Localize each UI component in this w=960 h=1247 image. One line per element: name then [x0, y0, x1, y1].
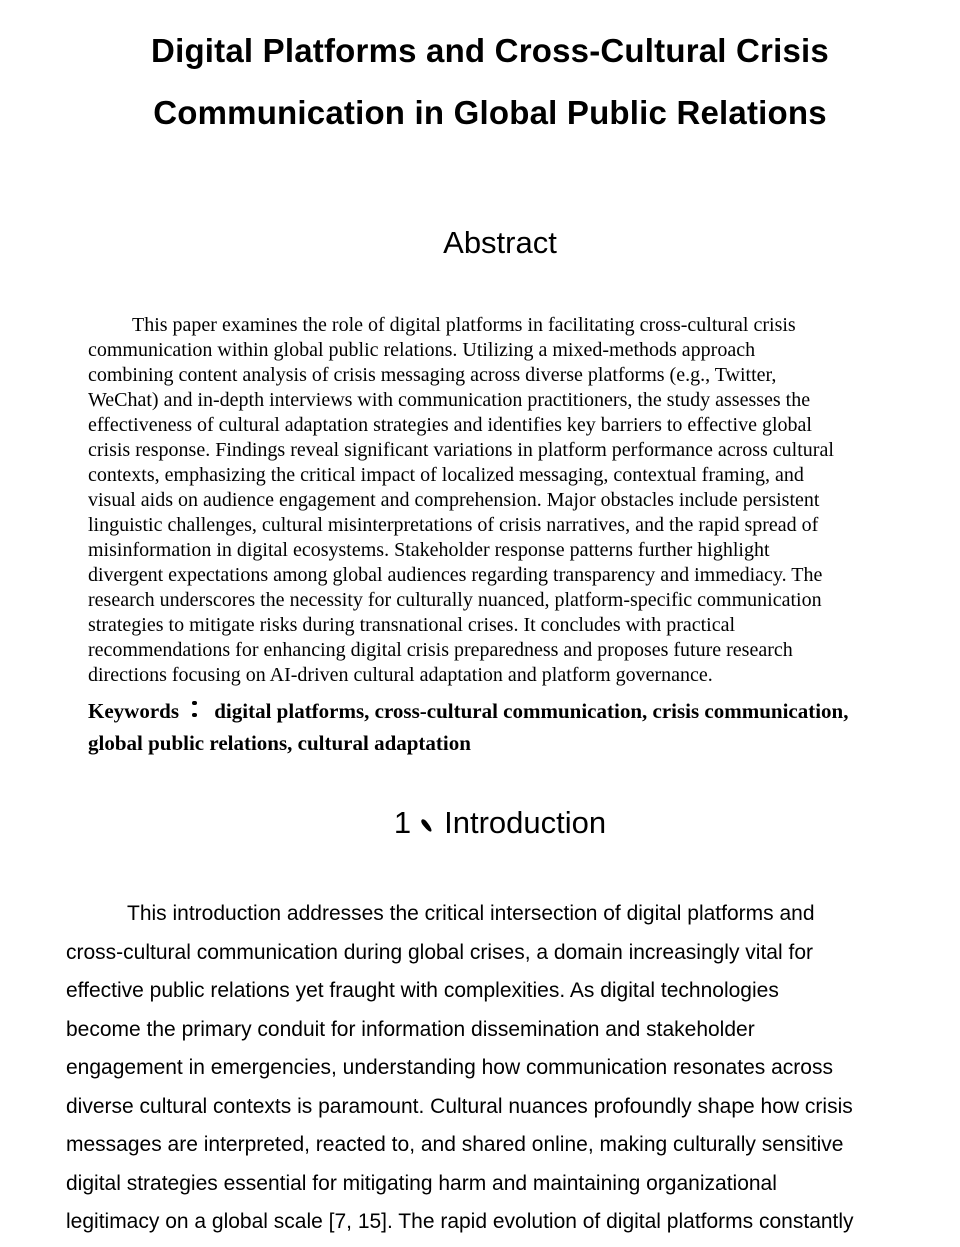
fullwidth-colon [179, 700, 209, 720]
keywords-line-1 [88, 695, 935, 727]
introduction-heading-label: Introduction [444, 805, 607, 840]
abstract-heading: Abstract [443, 225, 557, 260]
text-line: This paper examines the role of digital platforms in facilitating cross-cultural crisis [132, 314, 796, 336]
text-line: visual aids on audience engagement and comprehension. Major obstacles include persistent [88, 489, 820, 511]
text-line: Communication in Global Public Relations [153, 94, 827, 131]
keywords-block [88, 695, 935, 759]
text-line: contexts, emphasizing the critical impact of localized messaging, contextual framing, and [88, 464, 804, 486]
text-line: linguistic challenges, cultural misinterpretations of crisis narratives, and the rapid spread of [88, 514, 819, 536]
abstract-paragraph [88, 313, 935, 688]
text-line: This introduction addresses the critical intersection of digital platforms and [127, 902, 815, 925]
keywords-text: digital platforms, cross-cultural communication, crisis communication, [209, 699, 849, 723]
introduction-heading-number: 1 [393, 805, 412, 840]
text-line: effectiveness of cultural adaptation strategies and identifies key barriers to effective global [88, 414, 812, 436]
text-line: divergent expectations among global audiences regarding transparency and immediacy. The [88, 564, 823, 586]
text-line: Digital Platforms and Cross-Cultural Crisis [151, 32, 829, 69]
introduction-paragraph [66, 895, 920, 1242]
text-line: messages are interpreted, reacted to, and shared online, making culturally sensitive [66, 1133, 844, 1156]
text-line: cross-cultural communication during global crises, a domain increasingly vital for [66, 940, 813, 964]
text-line: directions focusing on AI-driven cultural adaptation and platform governance. [88, 664, 713, 686]
text-line: become the primary conduit for information dissemination and stakeholder [66, 1017, 755, 1041]
introduction-heading [40, 801, 960, 845]
text-line: crisis response. Findings reveal significant variations in platform performance across cultural [88, 439, 834, 461]
text-line: research underscores the necessity for culturally nuanced, platform-specific communication [88, 589, 822, 611]
keywords-label: Keywords [88, 699, 179, 723]
text-line: recommendations for enhancing digital crisis preparedness and proposes future research [88, 639, 793, 661]
text-line: strategies to mitigate risks during transnational crises. It concludes with practical [88, 614, 736, 636]
paper-title [20, 20, 960, 144]
text-line: engagement in emergencies, understanding how communication resonates across [66, 1056, 833, 1079]
text-line: communication within global public relations. Utilizing a mixed-methods approach [88, 339, 756, 361]
text-line: effective public relations yet fraught with complexities. As digital technologies [66, 979, 779, 1002]
text-line: digital strategies essential for mitigating harm and maintaining organizational [66, 1171, 777, 1195]
text-line: combining content analysis of crisis messaging across diverse platforms (e.g., Twitter, [88, 364, 777, 386]
keywords-line-2: global public relations, cultural adaptation [88, 731, 471, 755]
text-line: legitimacy on a global scale [7, 15]. The rapid evolution of digital platforms constantly [66, 1210, 854, 1233]
text-line: misinformation in digital ecosystems. Stakeholder response patterns further highlight [88, 539, 770, 561]
text-line: WeChat) and in-depth interviews with communication practitioners, the study assesses the [88, 389, 811, 411]
ideographic-comma [411, 809, 444, 835]
text-line: diverse cultural contexts is paramount. Cultural nuances profoundly shape how crisis [66, 1094, 853, 1118]
